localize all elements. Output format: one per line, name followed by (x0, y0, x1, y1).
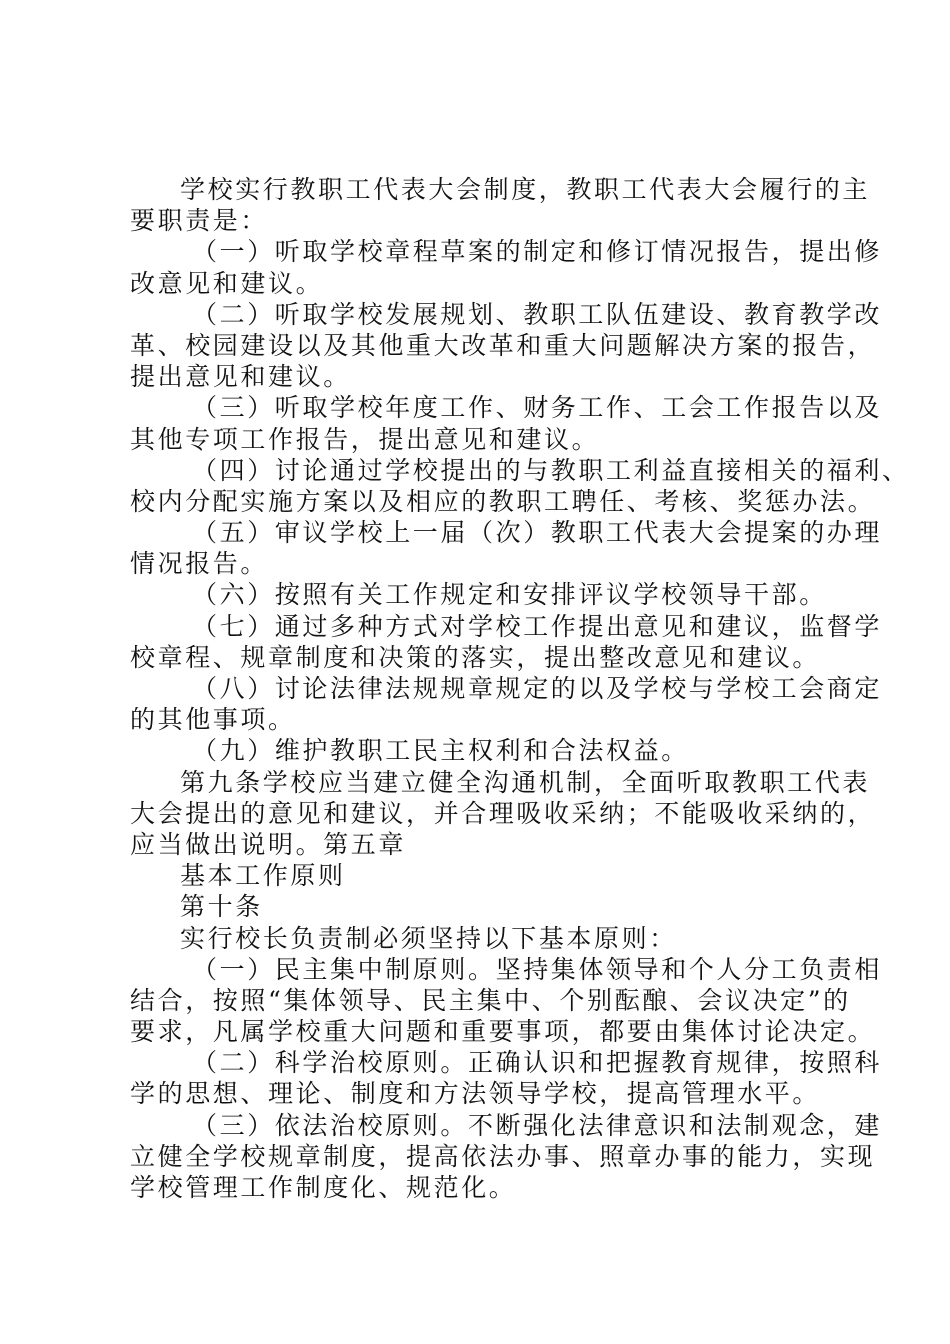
text-line: 革、校园建设以及其他重大改革和重大问题解决方案的报告， (130, 330, 876, 360)
text-line: （四）讨论通过学校提出的与教职工利益直接相关的福利、 (192, 455, 910, 485)
text-line: （七）通过多种方式对学校工作提出意见和建议，监督学 (192, 611, 883, 641)
document-body (130, 174, 910, 1203)
text-line: 大会提出的意见和建议，并合理吸收采纳；不能吸收采纳的， (130, 798, 876, 828)
text-line: （三）依法治校原则。不断强化法律意识和法制观念，建 (192, 1110, 883, 1140)
text-line: 第十条 (180, 892, 263, 922)
text-line: （六）按照有关工作规定和安排评议学校领导干部。 (192, 580, 827, 610)
text-line: 立健全学校规章制度，提高依法办事、照章办事的能力，实现 (130, 1141, 876, 1171)
text-line: 其他专项工作报告，提出意见和建议。 (130, 424, 600, 454)
text-line: 学校实行教职工代表大会制度，教职工代表大会履行的主 (180, 175, 871, 204)
text-line: （二）听取学校发展规划、教职工队伍建设、教育教学改 (192, 299, 883, 329)
text-line: 情况报告。 (130, 549, 269, 579)
text-line: 基本工作原则 (180, 861, 346, 891)
text-line: （五）审议学校上一届（次）教职工代表大会提案的办理 (192, 518, 883, 548)
text-line: 学的思想、理论、制度和方法领导学校，提高管理水平。 (130, 1079, 821, 1109)
text-line: 要职责是： (130, 206, 269, 236)
text-line: 学校管理工作制度化、规范化。 (130, 1173, 517, 1202)
text-line: 校章程、规章制度和决策的落实，提出整改意见和建议。 (130, 642, 821, 672)
text-line: （一）听取学校章程草案的制定和修订情况报告，提出修 (192, 237, 883, 267)
text-line: 校内分配实施方案以及相应的教职工聘任、考核、奖惩办法。 (130, 486, 876, 516)
text-line: 实行校长负责制必须坚持以下基本原则： (180, 923, 677, 953)
text-line: 要求，凡属学校重大问题和重要事项，都要由集体讨论决定。 (130, 1017, 876, 1047)
text-line: （二）科学治校原则。正确认识和把握教育规律，按照科 (192, 1048, 883, 1078)
text-line: （一）民主集中制原则。坚持集体领导和个人分工负责相 (192, 954, 883, 984)
text-line: 提出意见和建议。 (130, 362, 351, 392)
text-line: 第九条学校应当建立健全沟通机制，全面听取教职工代表 (180, 767, 871, 797)
text-line: 结合，按照“集体领导、民主集中、个别酝酿、会议决定”的 (130, 985, 851, 1015)
text-line: （九）维护教职工民主权利和合法权益。 (192, 736, 689, 766)
text-line: 应当做出说明。第五章 (130, 829, 407, 859)
text-line: （三）听取学校年度工作、财务工作、工会工作报告以及 (192, 393, 883, 423)
text-line: （八）讨论法律法规规章规定的以及学校与学校工会商定 (192, 674, 883, 703)
text-line: 的其他事项。 (130, 705, 296, 735)
text-line: 改意见和建议。 (130, 268, 324, 298)
